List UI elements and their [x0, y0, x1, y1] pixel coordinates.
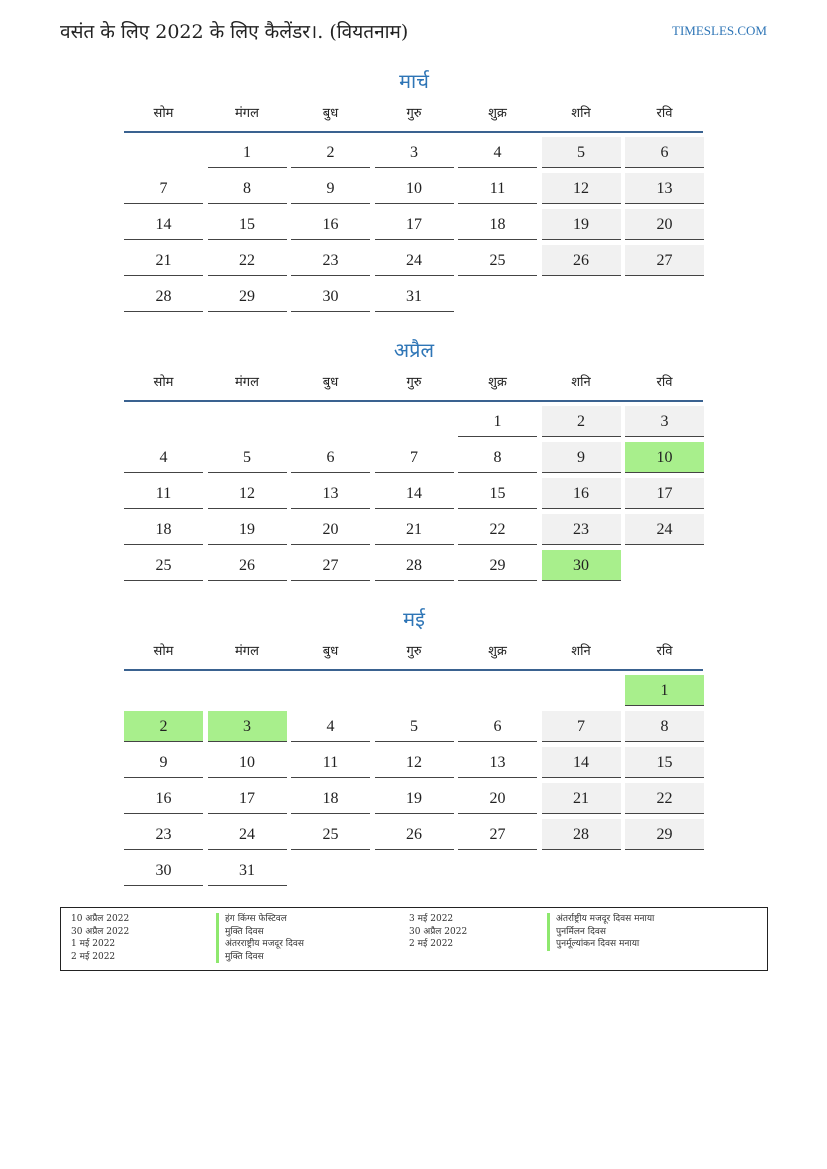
day-cell: 28 — [124, 281, 203, 312]
weekend-day-cell: 8 — [625, 711, 704, 742]
weekday-label: शुक्र — [488, 106, 507, 121]
weekend-day-cell: 5 — [542, 137, 621, 168]
holiday-day-cell: 30 — [542, 550, 621, 581]
empty-day-cell — [458, 281, 537, 312]
day-cell: 5 — [375, 711, 454, 742]
day-cell: 21 — [375, 514, 454, 545]
weekday-label: सोम — [153, 644, 174, 659]
weekday-label: गुरु — [406, 106, 422, 121]
day-cell: 2 — [291, 137, 370, 168]
day-cell: 8 — [458, 442, 537, 473]
weekday-label: शुक्र — [488, 375, 507, 390]
holiday-day-cell: 1 — [625, 675, 704, 706]
empty-day-cell — [375, 855, 454, 886]
weekend-day-cell: 19 — [542, 209, 621, 240]
day-cell: 11 — [458, 173, 537, 204]
month-april — [124, 335, 704, 581]
day-cell: 11 — [291, 747, 370, 778]
day-cell: 24 — [375, 245, 454, 276]
weekday-label: बुध — [322, 375, 339, 390]
weekday-label: गुरु — [406, 375, 422, 390]
day-grid — [124, 675, 704, 886]
holiday-legend — [60, 907, 768, 971]
weekday-label: शुक्र — [488, 644, 507, 659]
weekday-header — [124, 104, 704, 130]
day-cell: 29 — [458, 550, 537, 581]
day-cell: 30 — [124, 855, 203, 886]
empty-day-cell — [208, 406, 287, 437]
weekend-day-cell: 26 — [542, 245, 621, 276]
weekday-label: शनि — [571, 375, 591, 390]
legend-date: 30 अप्रैल 2022 — [71, 926, 130, 937]
day-cell: 26 — [375, 819, 454, 850]
day-cell: 27 — [458, 819, 537, 850]
day-cell: 28 — [375, 550, 454, 581]
day-cell: 18 — [124, 514, 203, 545]
day-cell: 4 — [124, 442, 203, 473]
day-cell: 3 — [375, 137, 454, 168]
day-cell: 1 — [458, 406, 537, 437]
month-may — [124, 604, 704, 886]
day-cell: 5 — [208, 442, 287, 473]
day-cell: 6 — [291, 442, 370, 473]
legend-holiday-name: अंतर्राष्ट्रीय मजदूर दिवस मनाया — [547, 913, 757, 926]
empty-day-cell — [458, 675, 537, 706]
weekend-day-cell: 16 — [542, 478, 621, 509]
empty-day-cell — [124, 406, 203, 437]
day-cell: 20 — [291, 514, 370, 545]
day-cell: 31 — [375, 281, 454, 312]
legend-holiday-name: मुक्ति दिवस — [216, 951, 409, 964]
day-cell: 14 — [375, 478, 454, 509]
weekday-header — [124, 373, 704, 399]
page-title: वसंत के लिए 2022 के लिए कैलेंडर।. (वियतनाम) — [60, 21, 409, 43]
weekend-day-cell: 22 — [625, 783, 704, 814]
day-cell: 4 — [458, 137, 537, 168]
day-cell: 6 — [458, 711, 537, 742]
empty-day-cell — [625, 550, 704, 581]
day-cell: 7 — [124, 173, 203, 204]
day-cell: 27 — [291, 550, 370, 581]
legend-date: 3 मई 2022 — [409, 914, 454, 924]
empty-day-cell — [375, 406, 454, 437]
weekend-day-cell: 12 — [542, 173, 621, 204]
weekday-label: मंगल — [235, 106, 259, 121]
legend-holiday-name: मुक्ति दिवस — [216, 926, 409, 939]
day-cell: 16 — [291, 209, 370, 240]
day-cell: 30 — [291, 281, 370, 312]
day-cell: 24 — [208, 819, 287, 850]
day-cell: 25 — [124, 550, 203, 581]
weekend-day-cell: 27 — [625, 245, 704, 276]
weekend-day-cell: 21 — [542, 783, 621, 814]
weekend-day-cell: 3 — [625, 406, 704, 437]
day-cell: 19 — [375, 783, 454, 814]
legend-holiday-name: हंग किंग्स फेस्टिवल — [216, 913, 409, 926]
empty-day-cell — [542, 281, 621, 312]
day-cell: 10 — [375, 173, 454, 204]
day-cell: 1 — [208, 137, 287, 168]
weekday-label: बुध — [322, 644, 339, 659]
weekend-day-cell: 7 — [542, 711, 621, 742]
empty-day-cell — [208, 675, 287, 706]
weekend-day-cell: 2 — [542, 406, 621, 437]
month-title: मार्च — [399, 69, 429, 93]
legend-names-right — [547, 913, 757, 963]
weekday-label: रवि — [656, 106, 673, 121]
day-cell: 12 — [375, 747, 454, 778]
weekend-day-cell: 9 — [542, 442, 621, 473]
legend-date: 10 अप्रैल 2022 — [71, 914, 130, 924]
day-cell: 22 — [208, 245, 287, 276]
empty-day-cell — [124, 675, 203, 706]
legend-dates-left — [71, 913, 216, 963]
legend-holiday-name: पुनर्मूल्यांकन दिवस मनाया — [547, 938, 757, 951]
holiday-day-cell: 10 — [625, 442, 704, 473]
day-cell: 12 — [208, 478, 287, 509]
weekend-day-cell: 13 — [625, 173, 704, 204]
weekday-label: गुरु — [406, 644, 422, 659]
day-cell: 17 — [375, 209, 454, 240]
day-cell: 19 — [208, 514, 287, 545]
day-cell: 10 — [208, 747, 287, 778]
day-cell: 15 — [208, 209, 287, 240]
weekday-label: शनि — [571, 644, 591, 659]
holiday-day-cell: 3 — [208, 711, 287, 742]
empty-day-cell — [291, 855, 370, 886]
day-grid — [124, 137, 704, 312]
day-cell: 22 — [458, 514, 537, 545]
day-cell: 17 — [208, 783, 287, 814]
day-cell: 21 — [124, 245, 203, 276]
month-title: अप्रैल — [393, 338, 435, 362]
day-cell: 4 — [291, 711, 370, 742]
empty-day-cell — [291, 406, 370, 437]
day-cell: 7 — [375, 442, 454, 473]
day-cell: 23 — [291, 245, 370, 276]
day-cell: 25 — [458, 245, 537, 276]
legend-date: 2 मई 2022 — [71, 951, 116, 962]
day-cell: 13 — [458, 747, 537, 778]
weekday-header — [124, 642, 704, 668]
weekday-label: बुध — [322, 106, 339, 121]
empty-day-cell — [124, 137, 203, 168]
month-title: मई — [403, 607, 425, 631]
day-cell: 8 — [208, 173, 287, 204]
weekday-label: रवि — [656, 644, 673, 659]
legend-dates-right — [409, 913, 547, 963]
weekend-day-cell: 17 — [625, 478, 704, 509]
weekend-day-cell: 15 — [625, 747, 704, 778]
day-cell: 18 — [291, 783, 370, 814]
empty-day-cell — [625, 855, 704, 886]
weekday-label: रवि — [656, 375, 673, 390]
empty-day-cell — [542, 855, 621, 886]
day-grid — [124, 406, 704, 581]
day-cell: 13 — [291, 478, 370, 509]
weekend-day-cell: 6 — [625, 137, 704, 168]
holiday-day-cell: 2 — [124, 711, 203, 742]
month-march — [124, 66, 704, 312]
day-cell: 14 — [124, 209, 203, 240]
day-cell: 18 — [458, 209, 537, 240]
day-cell: 20 — [458, 783, 537, 814]
day-cell: 31 — [208, 855, 287, 886]
weekday-label: मंगल — [235, 375, 259, 390]
day-cell: 29 — [208, 281, 287, 312]
weekday-label: मंगल — [235, 644, 259, 659]
weekend-day-cell: 29 — [625, 819, 704, 850]
legend-date: 2 मई 2022 — [409, 939, 454, 949]
day-cell: 9 — [124, 747, 203, 778]
day-cell: 23 — [124, 819, 203, 850]
weekday-label: सोम — [153, 106, 174, 121]
header-divider — [124, 131, 703, 133]
empty-day-cell — [625, 281, 704, 312]
legend-date: 30 अप्रैल 2022 — [409, 926, 468, 937]
weekday-label: सोम — [153, 375, 174, 390]
weekend-day-cell: 24 — [625, 514, 704, 545]
day-cell: 9 — [291, 173, 370, 204]
header-divider — [124, 669, 703, 671]
legend-holiday-name: पुनर्मिलन दिवस — [547, 926, 757, 939]
legend-date: 1 मई 2022 — [71, 939, 116, 949]
weekday-label: शनि — [571, 106, 591, 121]
empty-day-cell — [291, 675, 370, 706]
weekend-day-cell: 28 — [542, 819, 621, 850]
empty-day-cell — [458, 855, 537, 886]
legend-holiday-name: अंतरराष्ट्रीय मजदूर दिवस — [216, 938, 409, 951]
day-cell: 11 — [124, 478, 203, 509]
weekend-day-cell: 23 — [542, 514, 621, 545]
site-link[interactable]: TIMESLES.COM — [672, 23, 767, 38]
day-cell: 26 — [208, 550, 287, 581]
day-cell: 16 — [124, 783, 203, 814]
weekend-day-cell: 20 — [625, 209, 704, 240]
day-cell: 15 — [458, 478, 537, 509]
empty-day-cell — [375, 675, 454, 706]
day-cell: 25 — [291, 819, 370, 850]
header-divider — [124, 400, 703, 402]
empty-day-cell — [542, 675, 621, 706]
weekend-day-cell: 14 — [542, 747, 621, 778]
legend-names-left — [216, 913, 409, 963]
